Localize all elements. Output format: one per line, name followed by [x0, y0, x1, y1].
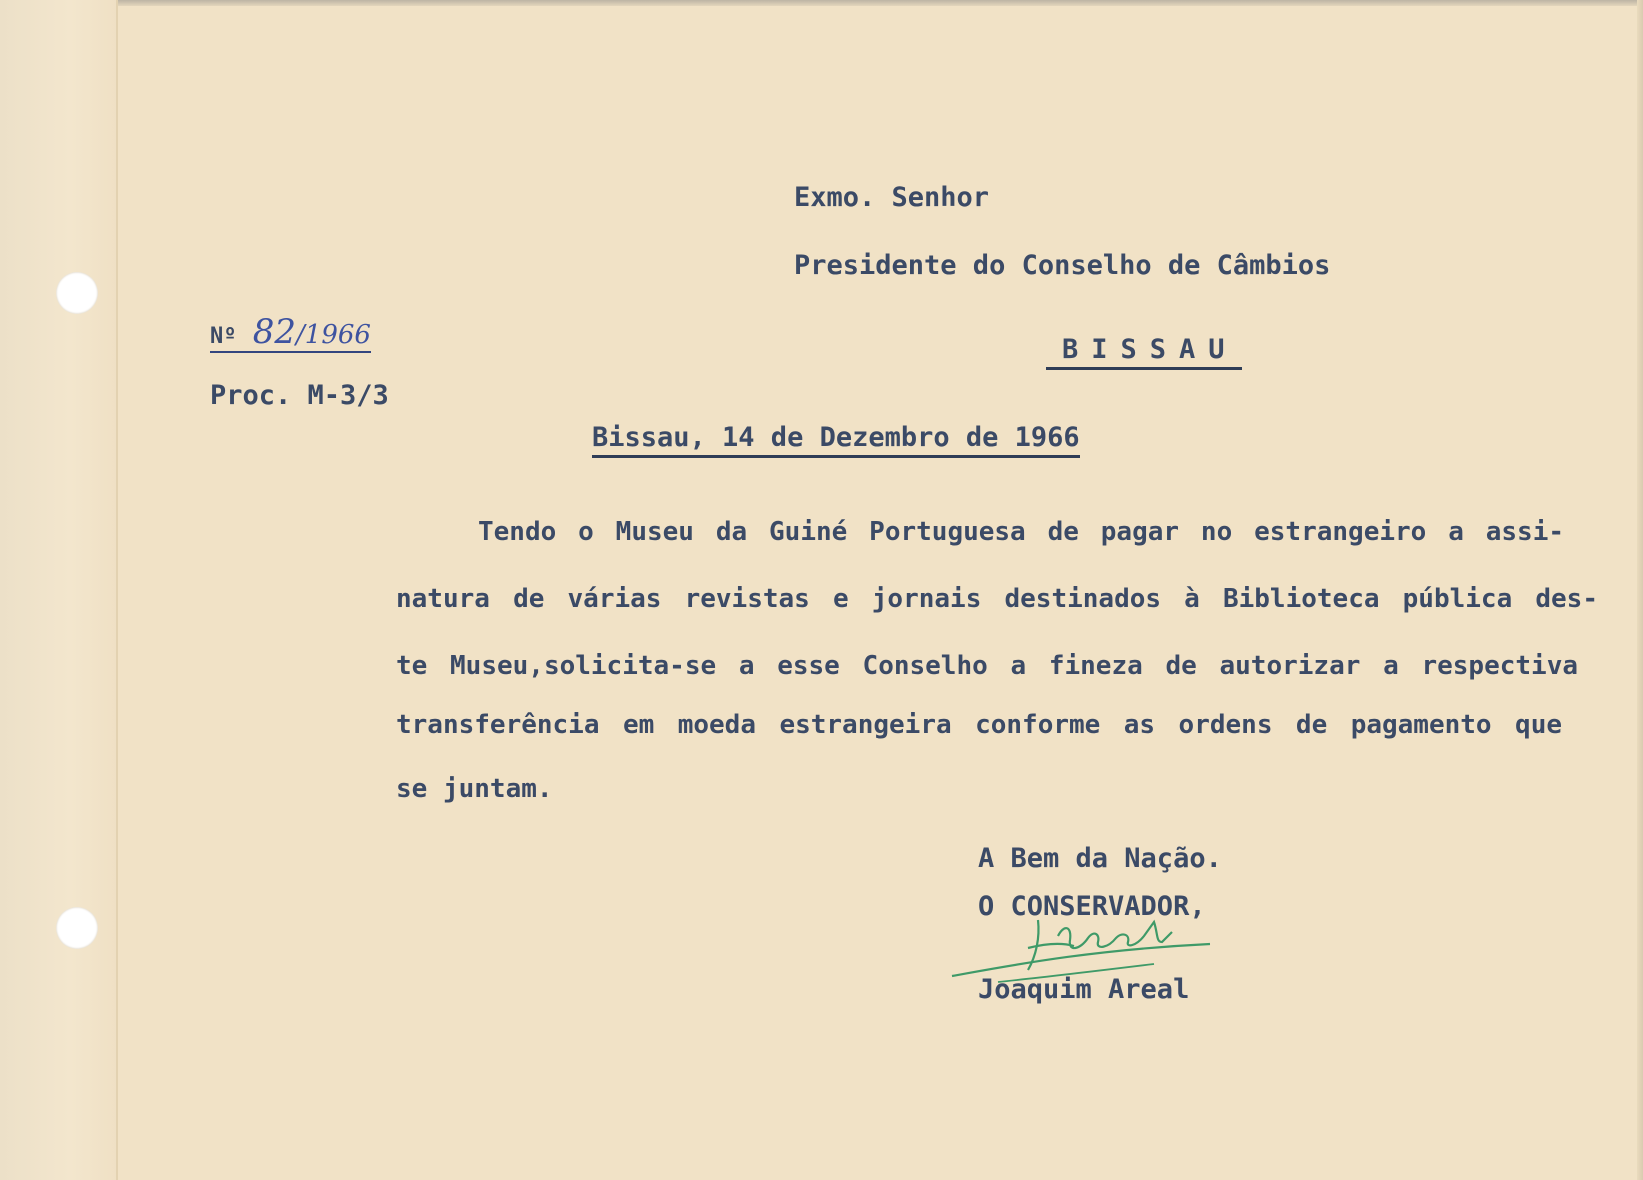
reference-number-prefix: Nº	[210, 324, 237, 349]
valediction: A Bem da Nação.	[978, 843, 1222, 874]
salutation: Exmo. Senhor	[794, 182, 990, 213]
punch-hole-top	[56, 272, 98, 314]
recipient-city	[1046, 334, 1242, 370]
signatory-title: O CONSERVADOR,	[978, 891, 1206, 922]
reference-number	[210, 312, 371, 352]
paper-binding-margin	[0, 0, 118, 1180]
date-line: Bissau, 14 de Dezembro de 1966	[592, 422, 1080, 458]
reference-number-line	[210, 312, 371, 353]
body-line: transferência em moeda estrangeira conforme as ordens de pagamento que	[396, 710, 1562, 740]
paper-right-edge	[1637, 0, 1643, 1180]
paper-fold-line	[116, 0, 118, 1180]
reference-number-year: /1966	[296, 320, 371, 350]
recipient-city-text: BISSAU	[1062, 334, 1238, 365]
body-line: te Museu,solicita-se a esse Conselho a fineza de autorizar a respectiva	[396, 651, 1578, 681]
punch-hole-bottom	[56, 907, 98, 949]
reference-number-handwritten: 82	[252, 312, 297, 352]
process-reference: Proc. M-3/3	[210, 380, 389, 411]
recipient-line: Presidente do Conselho de Câmbios	[794, 250, 1331, 281]
body-line: Tendo o Museu da Guiné Portuguesa de pagar no estrangeiro a assi-	[478, 517, 1564, 547]
signatory-name: Joaquim Areal	[978, 974, 1190, 1005]
paper-top-edge	[0, 0, 1643, 6]
body-line: se juntam.	[396, 774, 553, 804]
body-line: natura de várias revistas e jornais destinados à Biblioteca pública des-	[396, 584, 1598, 614]
